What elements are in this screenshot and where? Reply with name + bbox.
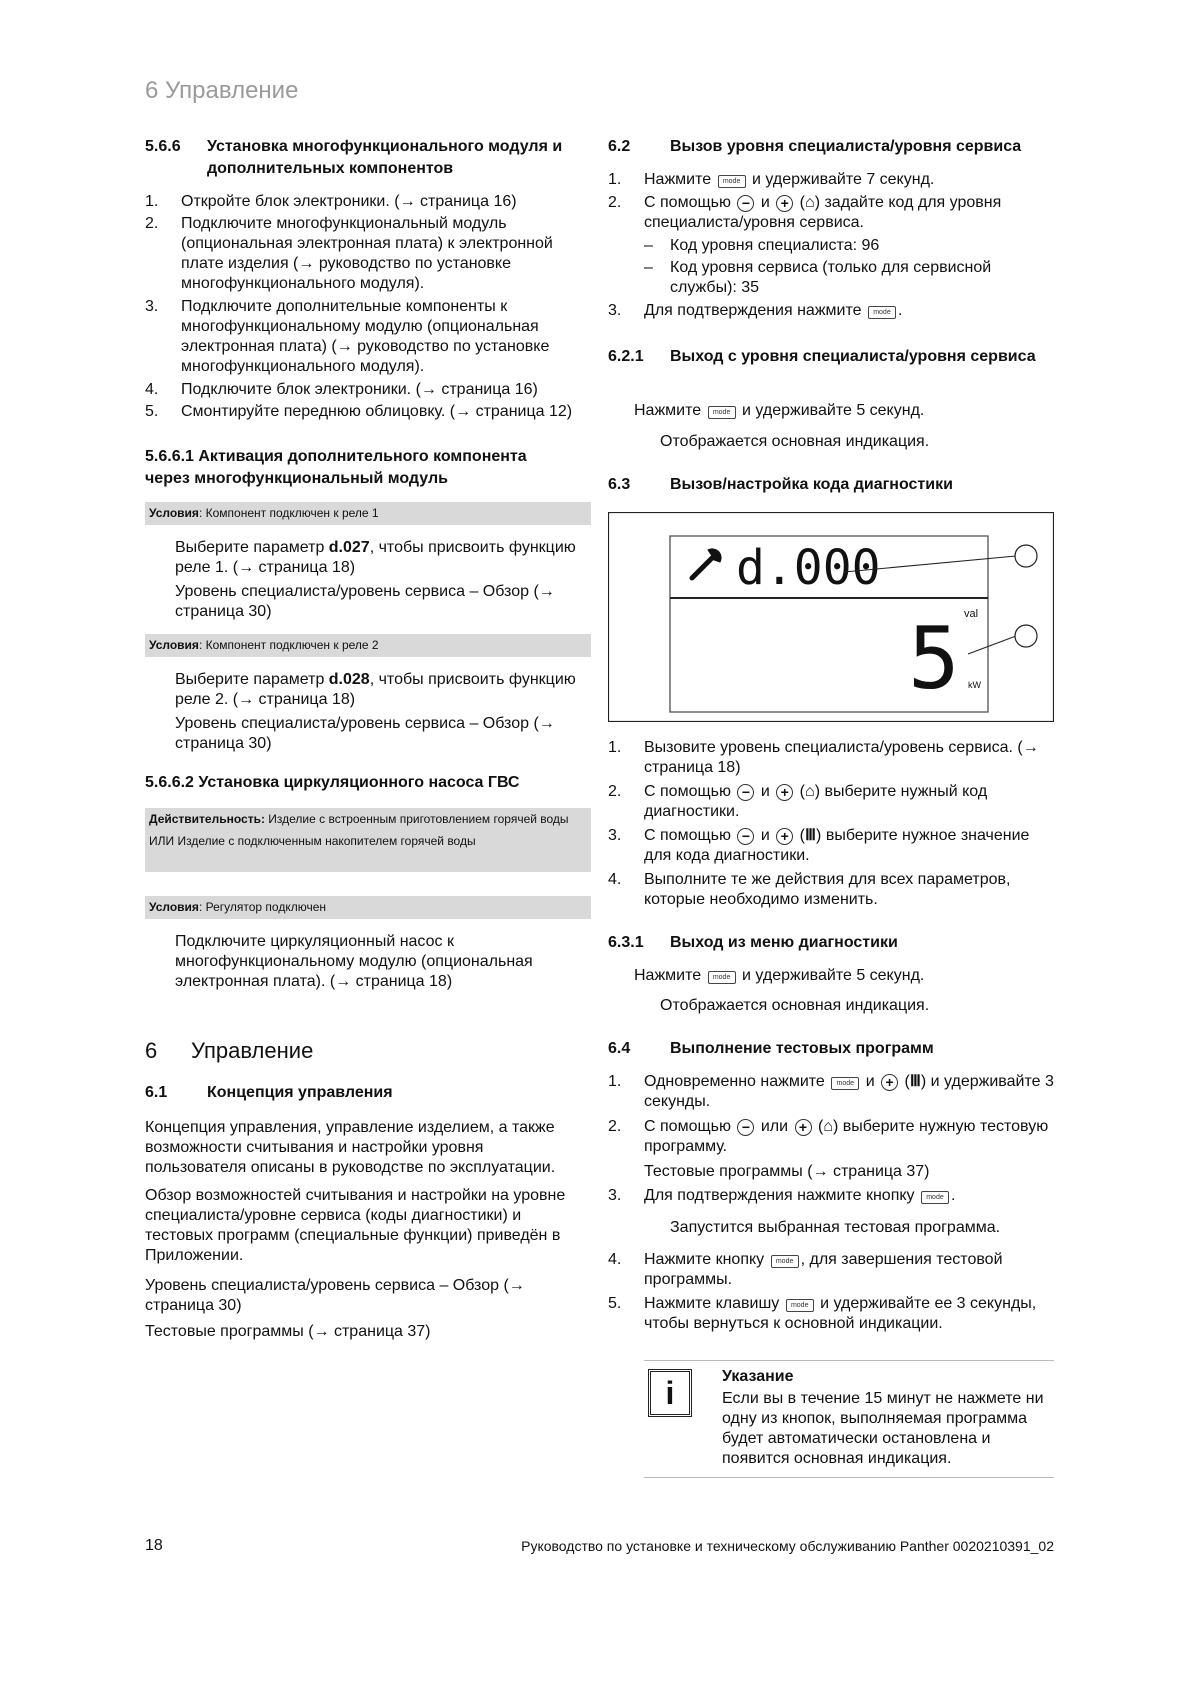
item-text xyxy=(644,170,1054,190)
chapter-number: 6 xyxy=(145,1038,158,1063)
section-title: Выход с уровня специалиста/уровня сервиса xyxy=(670,348,1036,365)
text: Нажмите кнопку xyxy=(644,1251,769,1268)
radiator-icon: Ⅲ xyxy=(805,827,817,844)
paragraph: Концепция управления, управление изделием, а также возможности считывания и настройки уровня пользователя описаны в руководстве по эксплуатации. xyxy=(145,1119,556,1176)
mode-key-icon: mode xyxy=(921,1191,949,1204)
section-number: 6.1 xyxy=(145,1084,168,1101)
text: ( xyxy=(900,1073,910,1090)
item-text xyxy=(644,1117,1054,1157)
item-number: 3. xyxy=(608,827,622,844)
item-number: 4. xyxy=(145,381,159,398)
text: и xyxy=(756,783,775,800)
text: . xyxy=(950,1187,956,1204)
tap-icon: ⌂ xyxy=(823,1118,833,1135)
plus-key-icon: + xyxy=(776,195,793,212)
item-number: 3. xyxy=(608,1187,622,1204)
validity-text: Изделие с встроенным приготовлением горячей воды xyxy=(264,812,569,826)
dash: – xyxy=(644,259,653,276)
section-5-6-6-2-heading: 5.6.6.2 Установка циркуляционного насоса ГВС xyxy=(145,774,520,791)
text: . xyxy=(897,302,903,319)
mode-key-icon: mode xyxy=(868,306,896,319)
minus-key-icon: − xyxy=(737,828,754,845)
item-number: 1. xyxy=(608,1073,622,1090)
paragraph: Тестовые программы (→ страница 37) xyxy=(644,1163,930,1180)
display-diagram xyxy=(608,512,1054,722)
section-6-4-heading xyxy=(608,1038,1054,1060)
item-text: Подключите блок электроники. (→ страница 16) xyxy=(181,381,538,398)
plus-key-icon: + xyxy=(881,1074,898,1091)
section-number: 6.3.1 xyxy=(608,934,644,951)
document-title: Руководство по установке и техническому обслуживанию Panther 0020210391_02 xyxy=(521,1538,1054,1554)
minus-key-icon: − xyxy=(737,1119,754,1136)
section-title: Концепция управления xyxy=(207,1084,393,1101)
info-icon: i xyxy=(648,1369,692,1417)
item-number: 1. xyxy=(608,171,622,188)
item-number: 2. xyxy=(145,215,159,232)
section-number: 6.4 xyxy=(608,1040,631,1057)
item-number: 5. xyxy=(608,1295,622,1312)
text: Нажмите клавишу xyxy=(644,1295,784,1312)
text: ( xyxy=(795,827,806,844)
callout-circle-1 xyxy=(1015,545,1037,567)
item-number: 1. xyxy=(608,739,622,756)
item-text xyxy=(644,193,1054,233)
paragraph: Уровень специалиста/уровень сервиса – Обзор (→ страница 30) xyxy=(145,1277,525,1314)
text: Для подтверждения нажмите кнопку xyxy=(644,1187,919,1204)
value-display: 5 xyxy=(908,609,960,709)
text: Выберите параметр xyxy=(175,539,329,556)
text: ) выберите нужный код диагностики. xyxy=(644,783,988,820)
condition-label: Условия xyxy=(149,506,199,520)
display-figure xyxy=(608,512,1054,722)
condition-label: Условия xyxy=(149,638,199,652)
item-text: Выполните те же действия для всех параметров, которые необходимо изменить. xyxy=(644,871,1011,908)
item-text: Код уровня специалиста: 96 xyxy=(670,237,880,254)
text: Выберите параметр xyxy=(175,671,329,688)
text: Нажмите xyxy=(644,171,716,188)
paragraph xyxy=(634,401,1054,421)
section-6-3-heading xyxy=(608,474,1054,496)
item-number: 2. xyxy=(608,194,622,211)
mode-key-icon: mode xyxy=(708,971,736,984)
text: С помощью xyxy=(644,827,736,844)
chapter-title: Управление xyxy=(191,1038,314,1063)
item-number: 2. xyxy=(608,1118,622,1135)
paragraph: Подключите циркуляционный насос к многофункциональному модулю (опциональная электронная плата). (→ страница 18) xyxy=(175,933,533,990)
item-text: Откройте блок электроники. (→ страница 16) xyxy=(181,193,517,210)
item-number: 4. xyxy=(608,1251,622,1268)
param-code: d.027 xyxy=(328,539,370,556)
dash: – xyxy=(644,237,653,254)
text: ( xyxy=(795,194,806,211)
mode-key-icon: mode xyxy=(771,1255,799,1268)
plus-key-icon: + xyxy=(795,1119,812,1136)
callout-circle-2 xyxy=(1015,625,1037,647)
text: , чтобы присвоить функцию реле 1. (→ страница 18) xyxy=(175,539,576,576)
text: Нажмите xyxy=(634,402,706,419)
item-text: Вызовите уровень специалиста/уровень сервиса. (→ страница 18) xyxy=(644,739,1039,776)
text: С помощью xyxy=(644,194,736,211)
text: и удерживайте 5 секунд. xyxy=(737,967,925,984)
text: или xyxy=(756,1118,793,1135)
text: ) выберите нужную тестовую программу. xyxy=(644,1118,1049,1155)
val-label: val xyxy=(964,608,979,620)
text: С помощью xyxy=(644,1118,736,1135)
section-number: 6.2.1 xyxy=(608,348,644,365)
condition-text: : Компонент подключен к реле 2 xyxy=(198,638,379,652)
text: ) и удерживайте 3 секунды. xyxy=(644,1073,1054,1110)
section-5-6-6-1-heading: 5.6.6.1 Активация дополнительного компонента через многофункциональный модуль xyxy=(145,448,527,487)
item-text xyxy=(644,301,1054,321)
mode-key-icon: mode xyxy=(831,1077,859,1090)
item-number: 3. xyxy=(145,298,159,315)
item-text: Смонтируйте переднюю облицовку. (→ страница 12) xyxy=(181,403,573,420)
note-text: Если вы в течение 15 минут не нажмете ни одну из кнопок, выполняемая программа будет автоматически остановлена и появится основная индикация. xyxy=(722,1390,1044,1467)
item-text xyxy=(644,1072,1054,1112)
chapter-header: 6 Управление xyxy=(145,77,299,104)
radiator-icon: Ⅲ xyxy=(909,1073,921,1090)
text: ( xyxy=(813,1118,824,1135)
text: и удерживайте ее 3 секунды, чтобы вернуться к основной индикации. xyxy=(644,1295,1037,1332)
section-5-6-6-heading xyxy=(145,136,591,180)
section-number: 6.3 xyxy=(608,476,631,493)
condition-text: : Компонент подключен к реле 1 xyxy=(198,506,379,520)
text: Одновременно нажмите xyxy=(644,1073,830,1090)
plus-key-icon: + xyxy=(776,828,793,845)
item-text xyxy=(644,1250,1054,1290)
condition-box xyxy=(145,502,591,525)
item-text xyxy=(644,1186,1054,1206)
note-title: Указание xyxy=(722,1368,794,1385)
unit-label: kW xyxy=(968,680,981,690)
note-box xyxy=(644,1360,1054,1478)
paragraph xyxy=(175,538,591,578)
text: , для завершения тестовой программы. xyxy=(644,1251,1003,1288)
diagnostic-code-display: d.000 xyxy=(736,540,881,596)
text: и xyxy=(756,194,775,211)
section-title: Вызов уровня специалиста/уровня сервиса xyxy=(670,138,1022,155)
item-number: 5. xyxy=(145,403,159,420)
item-number: 3. xyxy=(608,302,622,319)
section-6-1-heading xyxy=(145,1082,591,1104)
mode-key-icon: mode xyxy=(718,175,746,188)
section-number: 6.2 xyxy=(608,138,631,155)
param-code: d.028 xyxy=(328,671,370,688)
condition-label: Условия xyxy=(149,900,199,914)
mode-key-icon: mode xyxy=(708,406,736,419)
condition-text: : Регулятор подключен xyxy=(198,900,326,914)
section-title: Установка многофункционального модуля и дополнительных компонентов xyxy=(207,138,563,177)
text: и удерживайте 7 секунд. xyxy=(747,171,935,188)
mode-key-icon: mode xyxy=(786,1299,814,1312)
condition-box xyxy=(145,634,591,657)
page-number: 18 xyxy=(145,1537,163,1554)
section-6-3-1-heading xyxy=(608,932,1054,954)
item-text: Подключите дополнительные компоненты к многофункциональному модулю (опциональная электронная плата) (→ руководство по установке многофункционального модуля). xyxy=(181,298,550,375)
minus-key-icon: − xyxy=(737,195,754,212)
section-number: 5.6.6 xyxy=(145,138,181,155)
text: С помощью xyxy=(644,783,736,800)
paragraph xyxy=(175,670,591,710)
section-title: Выход из меню диагностики xyxy=(670,934,898,951)
item-text xyxy=(644,1294,1054,1334)
section-6-2-1-heading xyxy=(608,346,1054,390)
result-text: Отображается основная индикация. xyxy=(660,433,930,450)
text: ( xyxy=(795,783,806,800)
text: и xyxy=(861,1073,880,1090)
validity-line xyxy=(149,812,587,827)
text: Нажмите xyxy=(634,967,706,984)
item-text xyxy=(644,782,1054,822)
item-number: 1. xyxy=(145,193,159,210)
result-text: Запустится выбранная тестовая программа. xyxy=(670,1219,1001,1236)
paragraph: Обзор возможностей считывания и настройки на уровне специалиста/уровне сервиса (коды диагностики) и тестовых программ (специальные функции) приведён в Приложении. xyxy=(145,1187,566,1264)
paragraph: Уровень специалиста/уровень сервиса – Обзор (→ страница 30) xyxy=(175,583,555,620)
text: Для подтверждения нажмите xyxy=(644,302,866,319)
result-text: Отображается основная индикация. xyxy=(660,997,930,1014)
validity-label: Действительность: xyxy=(149,812,265,826)
text: ) задайте код для уровня специалиста/уровня сервиса. xyxy=(644,194,1002,231)
text: и xyxy=(756,827,775,844)
item-text: Код уровня сервиса (только для сервисной службы): 35 xyxy=(670,259,992,296)
minus-key-icon: − xyxy=(737,784,754,801)
text: , чтобы присвоить функцию реле 2. (→ страница 18) xyxy=(175,671,576,708)
plus-key-icon: + xyxy=(776,784,793,801)
text: ) выберите нужное значение для кода диагностики. xyxy=(644,827,1030,864)
item-number: 2. xyxy=(608,783,622,800)
condition-box xyxy=(145,896,591,919)
item-text: Подключите многофункциональный модуль (опциональная электронная плата) к электронной плате изделия (→ руководство по установке многофункционального модуля). xyxy=(181,215,553,292)
text: и удерживайте 5 секунд. xyxy=(737,402,925,419)
paragraph xyxy=(634,966,1054,986)
chapter-6-heading xyxy=(145,1038,591,1064)
tap-icon: ⌂ xyxy=(805,783,815,800)
section-6-2-heading xyxy=(608,136,1054,158)
item-text xyxy=(644,826,1054,866)
tap-icon: ⌂ xyxy=(805,194,815,211)
section-title: Выполнение тестовых программ xyxy=(670,1040,934,1057)
section-title: Вызов/настройка кода диагностики xyxy=(670,476,953,493)
item-number: 4. xyxy=(608,871,622,888)
validity-alt: ИЛИ Изделие с подключенным накопителем горячей воды xyxy=(149,834,476,848)
paragraph: Тестовые программы (→ страница 37) xyxy=(145,1323,431,1340)
paragraph: Уровень специалиста/уровень сервиса – Обзор (→ страница 30) xyxy=(175,715,555,752)
validity-box xyxy=(145,808,591,872)
